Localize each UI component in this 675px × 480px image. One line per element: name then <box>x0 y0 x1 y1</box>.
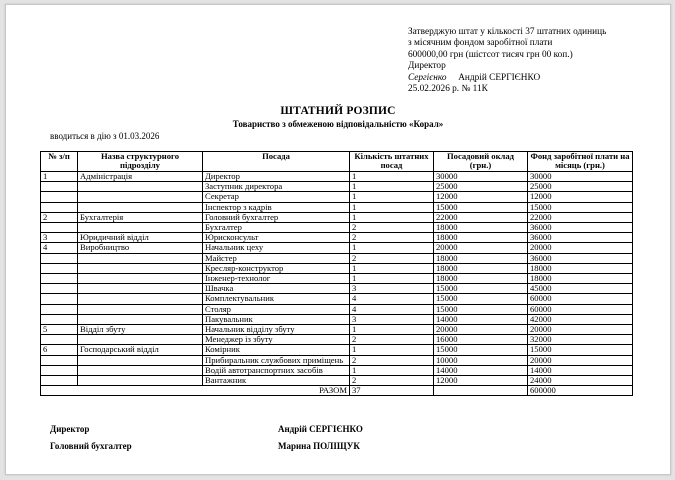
approval-signature-line <box>408 73 606 84</box>
director-name: Андрій СЕРГІЄНКО <box>458 72 541 83</box>
row-count: 1 <box>350 243 434 253</box>
row-count: 1 <box>350 212 434 222</box>
row-fund: 45000 <box>528 284 633 294</box>
row-position: Майстер <box>203 253 350 263</box>
row-salary: 18000 <box>434 274 528 284</box>
row-department: Бухгалтерія <box>78 212 203 222</box>
header-number: № з/п <box>41 152 78 172</box>
row-position: Начальник відділу збуту <box>203 325 350 335</box>
row-department: Адміністрація <box>78 172 203 182</box>
approval-line-1: Затверджую штат у кількості 37 штатних одиниць <box>408 27 607 37</box>
row-fund: 20000 <box>528 325 633 335</box>
row-salary: 15000 <box>434 202 528 212</box>
row-number <box>41 274 78 284</box>
row-number: 1 <box>41 172 78 182</box>
director-signature-name: Андрій СЕРГІЄНКО <box>278 424 363 434</box>
row-count: 2 <box>350 223 434 233</box>
row-position: Бухгалтер <box>203 223 350 233</box>
row-position: Юрисконсульт <box>203 233 350 243</box>
table-row <box>41 304 633 314</box>
row-position: Секретар <box>203 192 350 202</box>
row-salary: 15000 <box>434 345 528 355</box>
total-count: 37 <box>350 386 434 396</box>
header-count: Кількість штатних посад <box>350 152 434 172</box>
row-fund: 25000 <box>528 182 633 192</box>
row-number <box>41 284 78 294</box>
table-row <box>41 376 633 386</box>
row-salary: 25000 <box>434 182 528 192</box>
row-position: Начальник цеху <box>203 243 350 253</box>
table-row <box>41 182 633 192</box>
row-position: Вантажник <box>203 376 350 386</box>
row-number <box>41 202 78 212</box>
total-salary-empty <box>434 386 528 396</box>
row-number <box>41 335 78 345</box>
row-salary: 15000 <box>434 294 528 304</box>
approval-line-4: Директор <box>408 61 446 72</box>
row-position: Швачка <box>203 284 350 294</box>
total-fund: 600000 <box>528 386 633 396</box>
row-number <box>41 294 78 304</box>
row-fund: 30000 <box>528 172 633 182</box>
approval-line-3: 600000,00 грн (шістсот тисяч грн 00 коп.) <box>408 49 573 60</box>
row-department <box>78 304 203 314</box>
row-fund: 60000 <box>528 304 633 314</box>
row-department <box>78 182 203 192</box>
total-row <box>41 386 633 396</box>
table-row <box>41 233 633 243</box>
row-salary: 12000 <box>434 376 528 386</box>
row-number: 6 <box>41 345 78 355</box>
row-position: Прибиральник службових приміщень <box>203 355 350 365</box>
row-count: 2 <box>350 233 434 243</box>
header-department: Назва структурного підрозділу <box>78 152 203 172</box>
effective-date: вводиться в дію з 01.03.2026 <box>50 131 160 141</box>
row-count: 3 <box>350 314 434 324</box>
table-row <box>41 284 633 294</box>
row-count: 2 <box>350 253 434 263</box>
row-count: 1 <box>350 345 434 355</box>
row-count: 4 <box>350 294 434 304</box>
row-number <box>41 355 78 365</box>
row-count: 2 <box>350 355 434 365</box>
row-count: 2 <box>350 335 434 345</box>
row-number <box>41 182 78 192</box>
row-department <box>78 223 203 233</box>
document-title: ШТАТНИЙ РОЗПИС <box>280 105 396 117</box>
table-row <box>41 243 633 253</box>
table-header-row <box>41 152 633 172</box>
row-fund: 22000 <box>528 212 633 222</box>
table-row <box>41 345 633 355</box>
row-department <box>78 365 203 375</box>
row-number: 2 <box>41 212 78 222</box>
row-salary: 18000 <box>434 233 528 243</box>
table-row <box>41 335 633 345</box>
accountant-title: Головний бухгалтер <box>50 441 132 451</box>
row-position: Комплектувальник <box>203 294 350 304</box>
row-fund: 15000 <box>528 345 633 355</box>
director-title: Директор <box>50 424 90 434</box>
row-position: Столяр <box>203 304 350 314</box>
row-position: Головний бухгалтер <box>203 212 350 222</box>
row-number <box>41 376 78 386</box>
row-department <box>78 284 203 294</box>
table-row <box>41 212 633 222</box>
approval-block <box>408 27 606 95</box>
row-position: Інженер-технолог <box>203 274 350 284</box>
row-department: Виробництво <box>78 243 203 253</box>
table-row <box>41 223 633 233</box>
row-department <box>78 192 203 202</box>
row-department <box>78 263 203 273</box>
row-salary: 22000 <box>434 212 528 222</box>
row-fund: 14000 <box>528 365 633 375</box>
row-number <box>41 263 78 273</box>
row-count: 4 <box>350 304 434 314</box>
row-count: 1 <box>350 325 434 335</box>
row-number <box>41 304 78 314</box>
table-row <box>41 294 633 304</box>
row-count: 1 <box>350 263 434 273</box>
table-body <box>41 172 633 386</box>
row-position: Директор <box>203 172 350 182</box>
row-number: 3 <box>41 233 78 243</box>
row-number: 4 <box>41 243 78 253</box>
row-fund: 36000 <box>528 233 633 243</box>
row-number <box>41 223 78 233</box>
approval-line-2: з місячним фондом заробітної плати <box>408 38 553 49</box>
header-fund: Фонд заробітної плати на місяць (грн.) <box>528 152 633 172</box>
table-row <box>41 172 633 182</box>
row-salary: 16000 <box>434 335 528 345</box>
row-fund: 42000 <box>528 314 633 324</box>
table-row <box>41 202 633 212</box>
row-department <box>78 335 203 345</box>
director-signature: Сергієнко <box>408 72 447 83</box>
row-department: Юридичний відділ <box>78 233 203 243</box>
row-count: 1 <box>350 192 434 202</box>
row-fund: 18000 <box>528 263 633 273</box>
table-row <box>41 365 633 375</box>
row-count: 1 <box>350 182 434 192</box>
row-position: Інспектор з кадрів <box>203 202 350 212</box>
table-row <box>41 263 633 273</box>
table-row <box>41 192 633 202</box>
row-fund: 18000 <box>528 274 633 284</box>
accountant-signature-name: Марина ПОЛІЩУК <box>278 441 360 451</box>
row-position: Пакувальник <box>203 314 350 324</box>
row-fund: 20000 <box>528 243 633 253</box>
row-fund: 12000 <box>528 192 633 202</box>
row-department: Відділ збуту <box>78 325 203 335</box>
header-position: Посада <box>203 152 350 172</box>
row-salary: 12000 <box>434 192 528 202</box>
row-number: 5 <box>41 325 78 335</box>
row-department <box>78 294 203 304</box>
row-fund: 24000 <box>528 376 633 386</box>
row-department <box>78 253 203 263</box>
row-salary: 14000 <box>434 365 528 375</box>
row-fund: 20000 <box>528 355 633 365</box>
row-fund: 60000 <box>528 294 633 304</box>
row-number <box>41 192 78 202</box>
row-department <box>78 376 203 386</box>
row-count: 1 <box>350 202 434 212</box>
row-department <box>78 355 203 365</box>
table-row <box>41 253 633 263</box>
staff-table <box>40 151 633 396</box>
row-fund: 15000 <box>528 202 633 212</box>
row-number <box>41 365 78 375</box>
table-row <box>41 355 633 365</box>
row-fund: 36000 <box>528 223 633 233</box>
row-fund: 32000 <box>528 335 633 345</box>
row-salary: 18000 <box>434 263 528 273</box>
row-count: 2 <box>350 376 434 386</box>
header-salary: Посадовий оклад (грн.) <box>434 152 528 172</box>
table-row <box>41 274 633 284</box>
table-row <box>41 325 633 335</box>
row-fund: 36000 <box>528 253 633 263</box>
total-label: РАЗОМ <box>41 386 350 396</box>
row-department <box>78 314 203 324</box>
row-salary: 30000 <box>434 172 528 182</box>
row-department <box>78 274 203 284</box>
row-number <box>41 253 78 263</box>
row-count: 1 <box>350 274 434 284</box>
organization-name: Товариство з обмеженою відповідальністю «Корал» <box>232 119 444 129</box>
row-number <box>41 314 78 324</box>
row-count: 3 <box>350 284 434 294</box>
row-salary: 10000 <box>434 355 528 365</box>
row-position: Комірник <box>203 345 350 355</box>
row-department <box>78 202 203 212</box>
row-department: Господарський відділ <box>78 345 203 355</box>
row-salary: 18000 <box>434 223 528 233</box>
row-count: 1 <box>350 365 434 375</box>
row-salary: 15000 <box>434 304 528 314</box>
table-row <box>41 314 633 324</box>
row-salary: 15000 <box>434 284 528 294</box>
approval-line-6: 25.02.2026 р. № 11К <box>408 84 488 95</box>
row-position: Кресляр-конструктор <box>203 263 350 273</box>
row-salary: 20000 <box>434 243 528 253</box>
row-salary: 18000 <box>434 253 528 263</box>
row-salary: 14000 <box>434 314 528 324</box>
row-position: Водій автотранспортних засобів <box>203 365 350 375</box>
document-page <box>5 4 671 475</box>
row-position: Менеджер із збуту <box>203 335 350 345</box>
row-count: 1 <box>350 172 434 182</box>
row-salary: 20000 <box>434 325 528 335</box>
row-position: Заступник директора <box>203 182 350 192</box>
